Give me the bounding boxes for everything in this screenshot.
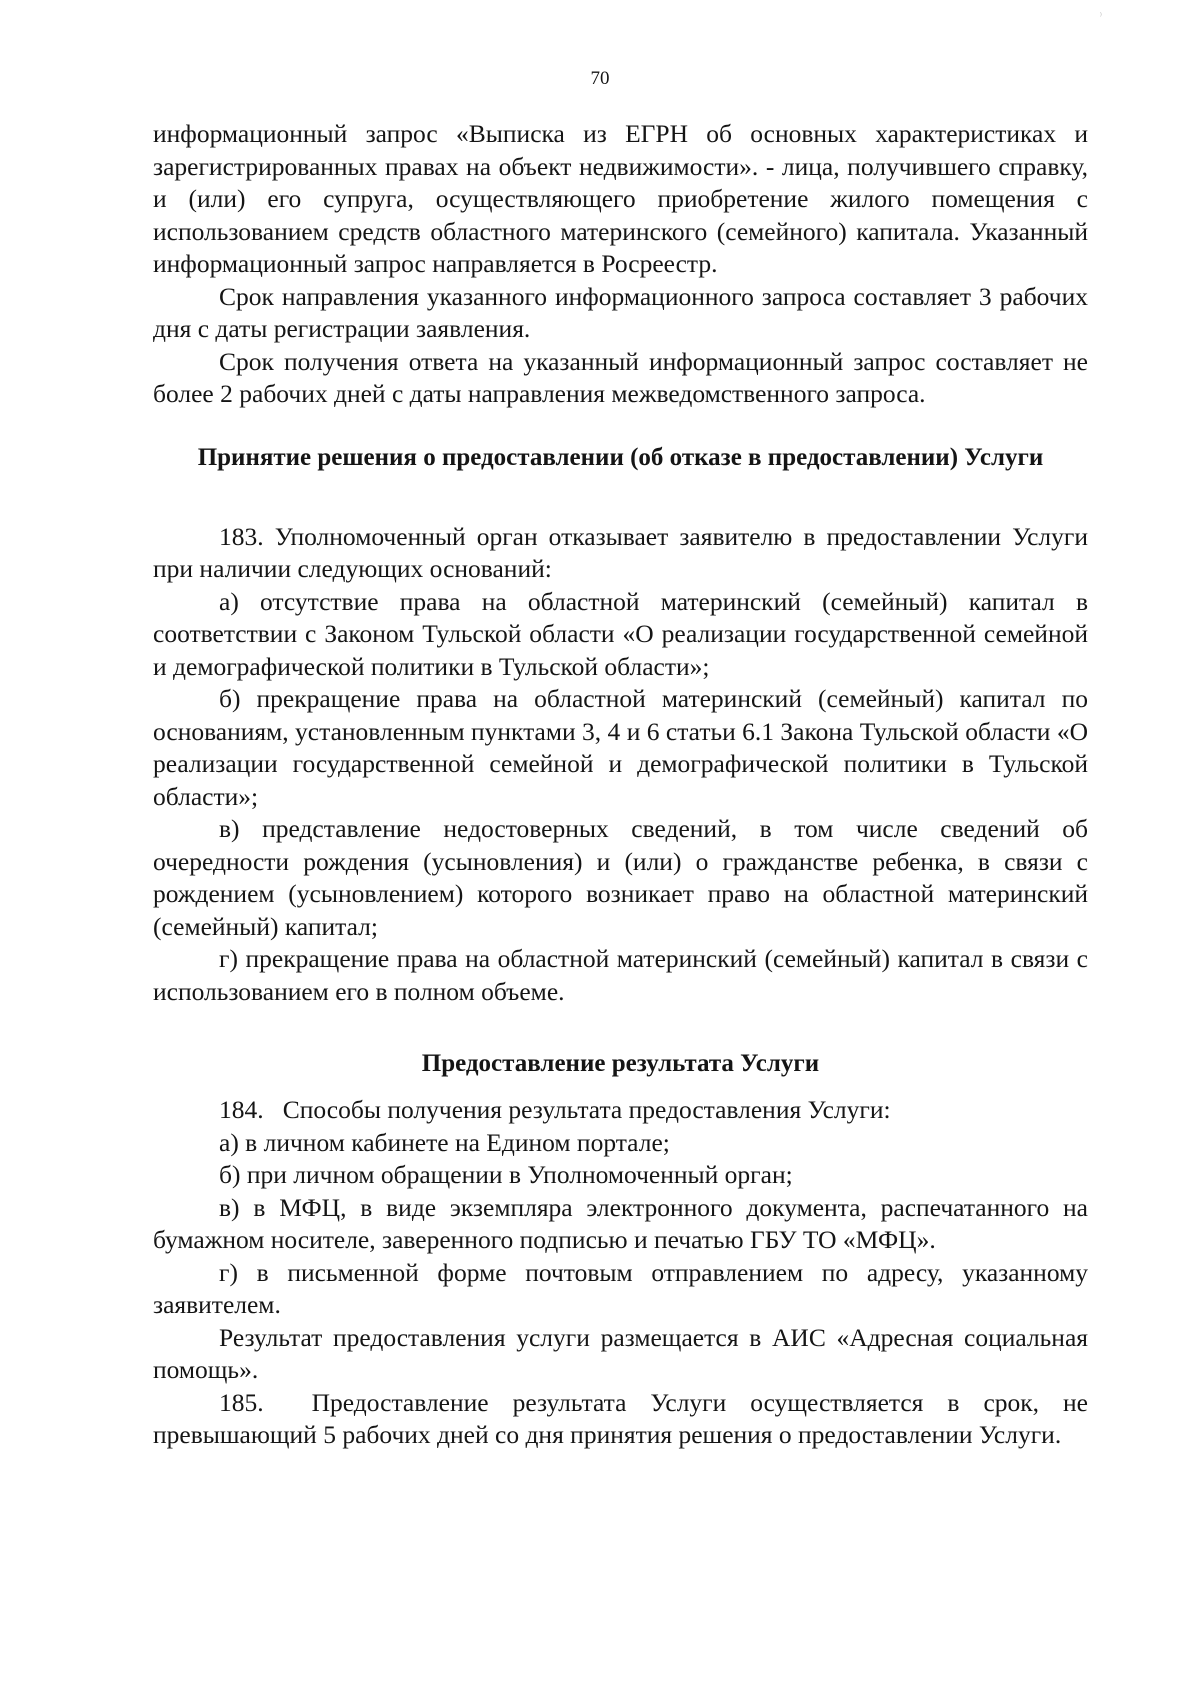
clause-183-intro: 183. Уполномоченный орган отказывает заявителю в предоставлении Услуги при наличии следующих оснований: — [153, 521, 1088, 583]
section-heading-result: Предоставление результата Услуги — [421, 1050, 820, 1077]
clause-183-item-a: а) отсутствие права на областной материнский (семейный) капитал в соответствии с Законом Тульской области «О реализации государственной семейной и демографической политики в Тульской области»; — [153, 586, 1088, 681]
paragraph-egrn-request: информационный запрос «Выписка из ЕГРН об основных характеристиках и зарегистрированных правах на объект недвижимости». - лица, получившего справку, и (или) его супруга, осуществляющего приобретение жилого помещения с использованием средств областного материнского (семейного) капитала. Указанный информационный запрос направляется в Росреестр. — [153, 119, 1088, 278]
clause-183-item-g: г) прекращение права на областной материнский (семейный) капитал в связи с использованием его в полном объеме. — [153, 944, 1088, 1006]
clause-184-note: Результат предоставления услуги размещается в АИС «Адресная социальная помощь». — [153, 1322, 1088, 1384]
clause-184-intro: 184. Способы получения результата предоставления Услуги: — [219, 1095, 891, 1124]
clause-184-item-a: а) в личном кабинете на Едином портале; — [219, 1127, 670, 1157]
paragraph-response-deadline: Срок получения ответа на указанный информационный запрос составляет не более 2 рабочих дней с даты направления межведомственного запроса. — [153, 346, 1088, 408]
clause-184-item-b: б) при личном обращении в Уполномоченный орган; — [219, 1160, 793, 1189]
clause-184-item-g: г) в письменной форме почтовым отправлением по адресу, указанному заявителем. — [153, 1257, 1088, 1319]
clause-185: 185. Предоставление результата Услуги осуществляется в срок, не превышающий 5 рабочих дней со дня принятия решения о предоставлении Услуги. — [153, 1387, 1088, 1449]
clause-184-item-v: в) в МФЦ, в виде экземпляра электронного документа, распечатанного на бумажном носителе, заверенного подписью и печатью ГБУ ТО «МФЦ». — [153, 1192, 1088, 1254]
clause-183-item-b: б) прекращение права на областной материнский (семейный) капитал по основаниям, установленным пунктами 3, 4 и 6 статьи 6.1 Закона Тульской области «О реализации государственной семейной и демографической политики в Тульской области»; — [153, 684, 1088, 811]
document-body — [153, 118, 1088, 1452]
section-heading-decision: Принятие решения о предоставлении (об отказе в предоставлении) Услуги — [197, 443, 1044, 471]
scan-artifact-mark: ⁾ — [1099, 12, 1102, 22]
paragraph-request-deadline: Срок направления указанного информационного запроса составляет 3 рабочих дня с даты регистрации заявления. — [153, 281, 1088, 343]
page-number: 70 — [590, 68, 610, 89]
clause-183-item-v: в) представление недостоверных сведений, в том числе сведений об очередности рождения (усыновления) и (или) о гражданстве ребенка, в связи с рождением (усыновлением) которого возникает право на областной материнский (семейный) капитал; — [153, 814, 1088, 941]
